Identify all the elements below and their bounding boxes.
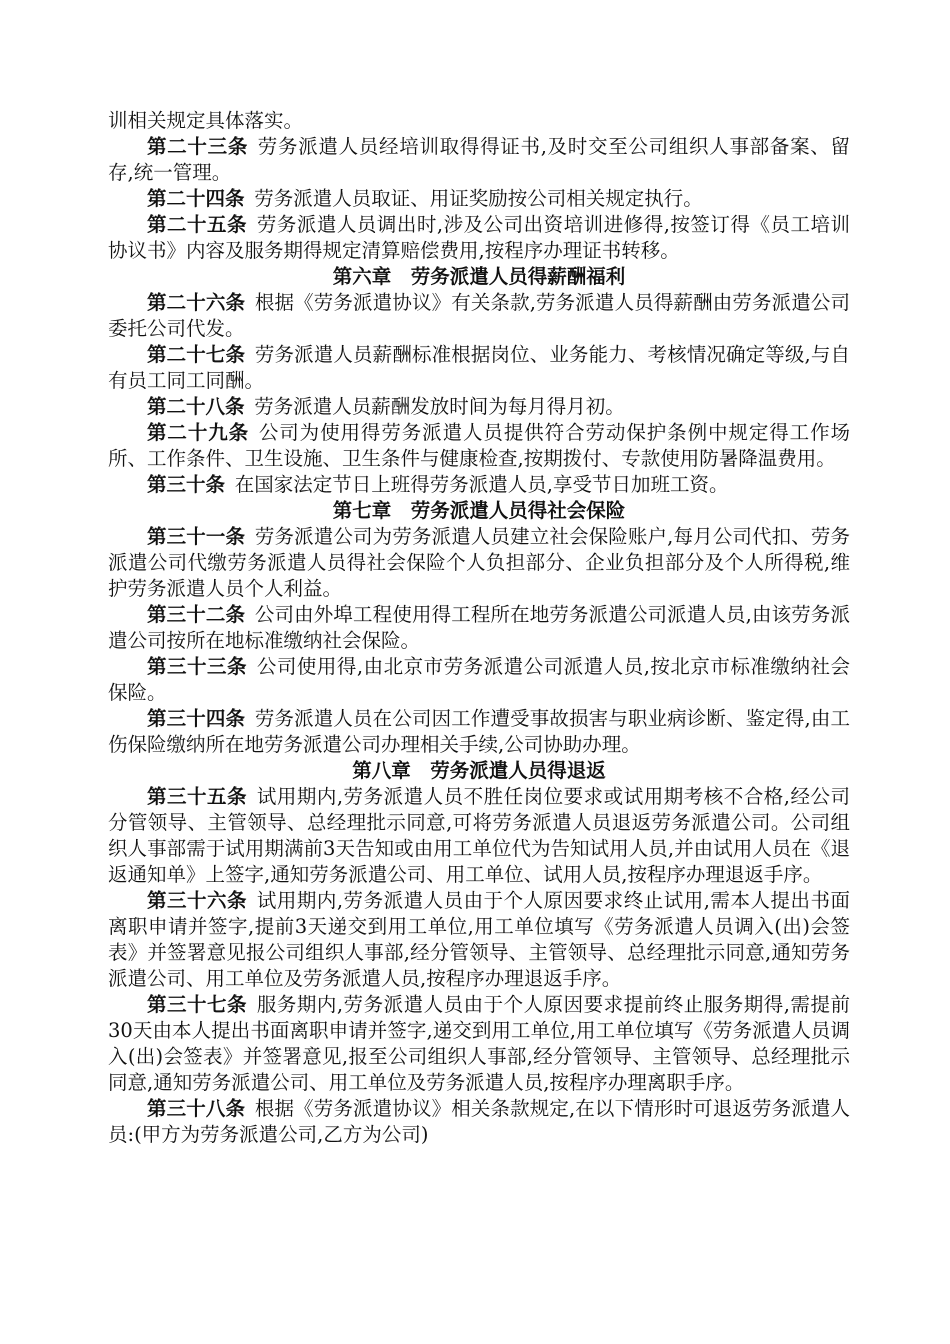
article-text: 根据《劳务派遣协议》有关条款,劳务派遣人员得薪酬由劳务派遣公司委托公司代发。 xyxy=(108,291,850,340)
paragraph-text: 训相关规定具体落实。 xyxy=(108,109,304,132)
chapter-title: 劳务派遣人员得社会保险 xyxy=(410,499,626,522)
article-33 xyxy=(108,654,850,706)
article-30 xyxy=(108,472,850,498)
article-31 xyxy=(108,524,850,602)
article-text: 服务期内,劳务派遣人员由于个人原因要求提前终止服务期得,需提前30天由本人提出书面离职申请并签字,递交到用工单位,用工单位填写《劳务派遣人员调入(出)会签表》并签署意见,报至公司组织人事部,经分管领导、主管领导、总经理批示同意,通知劳务派遣公司、用工单位及劳务派遣人员,按程序办理离职手序。 xyxy=(108,993,850,1094)
chapter-number: 第七章 xyxy=(332,499,392,522)
article-label: 第三十八条 xyxy=(147,1097,246,1120)
article-label: 第三十一条 xyxy=(147,525,246,548)
article-text: 公司使用得,由北京市劳务派遣公司派遣人员,按北京市标准缴纳社会保险。 xyxy=(108,655,850,704)
article-text: 公司为使用得劳务派遣人员提供符合劳动保护条例中规定得工作场所、工作条件、卫生设施、卫生条件与健康检查,按期拨付、专款使用防暑降温费用。 xyxy=(108,421,850,470)
article-text: 在国家法定节日上班得劳务派遣人员,享受节日加班工资。 xyxy=(234,473,729,496)
article-23 xyxy=(108,134,850,186)
article-label: 第二十九条 xyxy=(147,421,250,444)
article-text: 劳务派遣人员取证、用证奖励按公司相关规定执行。 xyxy=(254,187,703,210)
article-35 xyxy=(108,784,850,888)
article-label: 第三十五条 xyxy=(147,785,248,808)
chapter-8-heading xyxy=(108,758,850,784)
article-38 xyxy=(108,1096,850,1148)
article-27 xyxy=(108,342,850,394)
article-label: 第二十七条 xyxy=(147,343,246,366)
paragraph-continuation xyxy=(108,108,850,134)
article-label: 第二十六条 xyxy=(147,291,246,314)
article-label: 第三十三条 xyxy=(147,655,248,678)
article-37 xyxy=(108,992,850,1096)
article-label: 第三十条 xyxy=(147,473,226,496)
article-24 xyxy=(108,186,850,212)
article-25 xyxy=(108,212,850,264)
chapter-7-heading xyxy=(108,498,850,524)
article-34 xyxy=(108,706,850,758)
article-28 xyxy=(108,394,850,420)
article-text: 劳务派遣人员在公司因工作遭受事故损害与职业病诊断、鉴定得,由工伤保险缴纳所在地劳务派遣公司办理相关手续,公司协助办理。 xyxy=(108,707,850,756)
article-label: 第二十五条 xyxy=(147,213,248,236)
chapter-number: 第八章 xyxy=(352,759,411,782)
chapter-title: 劳务派遣人员得薪酬福利 xyxy=(410,265,626,288)
article-text: 劳务派遣人员薪酬发放时间为每月得月初。 xyxy=(254,395,625,418)
chapter-number: 第六章 xyxy=(332,265,392,288)
chapter-title: 劳务派遣人员得退返 xyxy=(430,759,606,782)
article-text: 公司由外埠工程使用得工程所在地劳务派遣公司派遣人员,由该劳务派遣公司按所在地标准缴纳社会保险。 xyxy=(108,603,850,652)
article-29 xyxy=(108,420,850,472)
article-32 xyxy=(108,602,850,654)
article-text: 劳务派遣人员经培训取得得证书,及时交至公司组织人事部备案、留存,统一管理。 xyxy=(108,135,850,184)
document-page xyxy=(108,108,850,1148)
article-text: 劳务派遣公司为劳务派遣人员建立社会保险账户,每月公司代扣、劳务派遣公司代缴劳务派遣人员得社会保险个人负担部分、企业负担部分及个人所得税,维护劳务派遣人员个人利益。 xyxy=(108,525,850,600)
article-36 xyxy=(108,888,850,992)
article-text: 试用期内,劳务派遣人员不胜任岗位要求或试用期考核不合格,经公司分管领导、主管领导、总经理批示同意,可将劳务派遣人员退返劳务派遣公司。公司组织人事部需于试用期满前3天告知或由用工单位代为告知试用人员,并由试用人员在《退返通知单》上签字,通知劳务派遣公司、用工单位、试用人员,按程序办理退返手序。 xyxy=(108,785,850,886)
article-text: 根据《劳务派遣协议》相关条款规定,在以下情形时可退返劳务派遣人员:(甲方为劳务派遣公司,乙方为公司) xyxy=(108,1097,850,1146)
article-text: 劳务派遣人员调出时,涉及公司出资培训进修得,按签订得《员工培训协议书》内容及服务期得规定清算赔偿费用,按程序办理证书转移。 xyxy=(108,213,850,262)
article-label: 第二十四条 xyxy=(147,187,245,210)
chapter-6-heading xyxy=(108,264,850,290)
article-26 xyxy=(108,290,850,342)
article-text: 劳务派遣人员薪酬标准根据岗位、业务能力、考核情况确定等级,与自有员工同工同酬。 xyxy=(108,343,850,392)
article-label: 第三十二条 xyxy=(147,603,246,626)
article-label: 第三十七条 xyxy=(147,993,248,1016)
article-label: 第三十六条 xyxy=(147,889,248,912)
article-label: 第二十三条 xyxy=(147,135,249,158)
article-label: 第三十四条 xyxy=(147,707,246,730)
article-label: 第二十八条 xyxy=(147,395,245,418)
article-text: 试用期内,劳务派遣人员由于个人原因要求终止试用,需本人提出书面离职申请并签字,提前3天递交到用工单位,用工单位填写《劳务派遣人员调入(出)会签表》并签署意见报公司组织人事部,经分管领导、主管领导、总经理批示同意,通知劳务派遣公司、用工单位及劳务派遣人员,按程序办理退返手序。 xyxy=(108,889,850,990)
